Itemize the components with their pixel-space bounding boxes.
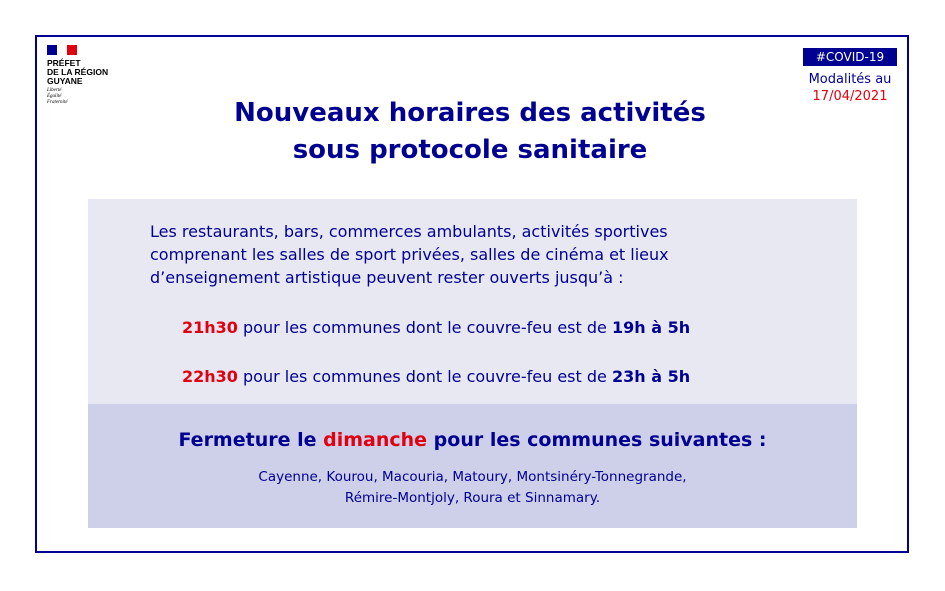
covid-tag: #COVID-19 [803,48,897,66]
hours-text: pour les communes dont le couvre-feu est de [237,318,612,337]
intro-line: Les restaurants, bars, commerces ambulants, activités sportives [150,222,668,241]
title-line: sous protocole sanitaire [292,135,648,165]
logo-line: DE LA RÉGION [47,67,109,77]
hours-text: pour les communes dont le couvre-feu est de [237,367,612,386]
logo-line: GUYANE [47,76,83,86]
modalities-note [793,71,907,105]
communes-list [88,467,857,509]
closing-time: 22h30 [182,367,238,386]
modalities-label: Modalités au [808,72,892,87]
curfew-hours: 19h à 5h [611,318,691,337]
logo-motto [47,88,137,106]
logo-name [47,59,137,86]
intro-text [150,220,810,289]
closure-panel [88,404,857,528]
logo-line: PRÉFET [47,58,81,68]
modalities-date: 17/04/2021 [812,89,888,104]
closure-prefix: Fermeture le [178,429,324,451]
hours-line-2 [182,366,822,388]
closure-suffix: pour les communes suivantes : [427,429,767,451]
curfew-hours: 23h à 5h [611,367,691,386]
french-flag-icon [47,45,77,55]
motto-line: Fraternité [47,100,68,105]
intro-line: comprenant les salles de sport privées, salles de cinéma et lieux [150,245,669,264]
motto-line: Liberté [47,88,62,93]
communes-line: Rémire-Montjoly, Roura et Sinnamary. [344,490,601,506]
closing-time: 21h30 [182,318,238,337]
closure-heading [88,427,857,453]
intro-line: d’enseignement artistique peuvent rester ouverts jusqu’à : [150,268,624,287]
prefecture-logo [47,45,137,106]
motto-line: Égalité [47,94,62,99]
closure-day: dimanche [323,429,428,451]
page-title [150,95,790,169]
communes-line: Cayenne, Kourou, Macouria, Matoury, Montsinéry-Tonnegrande, [258,469,687,485]
title-line: Nouveaux horaires des activités [234,98,706,128]
hours-line-1 [182,317,822,339]
